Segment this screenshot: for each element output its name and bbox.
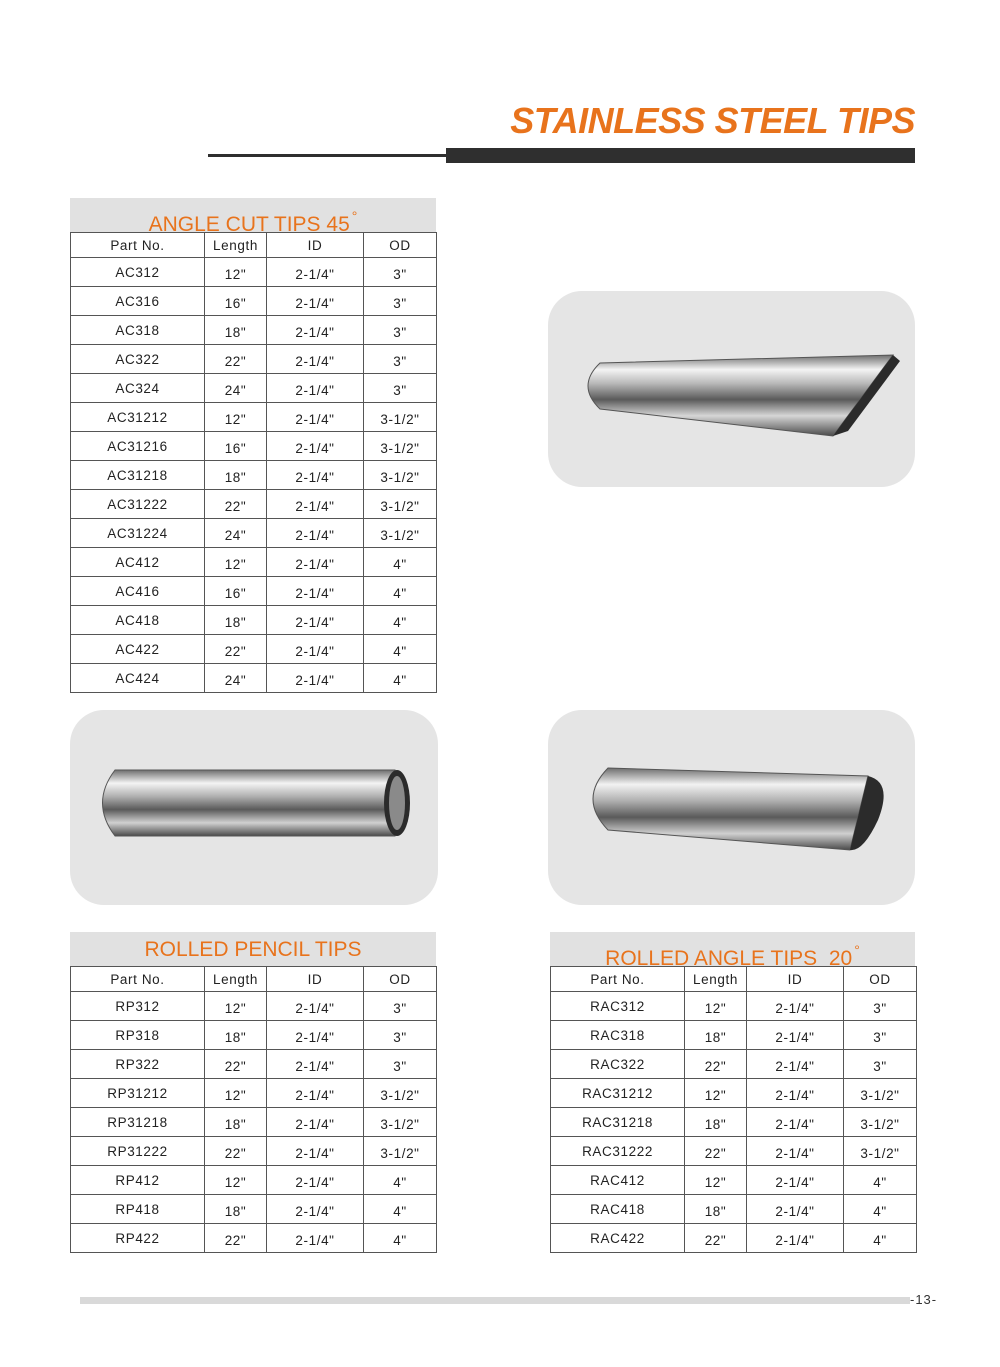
length-cell: 12" (685, 1079, 747, 1108)
part-number-cell: RAC322 (551, 1050, 685, 1079)
part-number-cell: AC31224 (71, 519, 205, 548)
column-header: ID (747, 967, 844, 992)
column-header: Part No. (551, 967, 685, 992)
table-row (551, 1224, 917, 1253)
table-row (71, 548, 437, 577)
part-number-cell: RP318 (71, 1021, 205, 1050)
id-cell: 2-1/4" (267, 345, 364, 374)
length-cell: 22" (205, 1224, 267, 1253)
part-number-cell: RP31212 (71, 1079, 205, 1108)
rolled-angle-section (550, 932, 915, 1253)
rolled-angle-header (550, 932, 915, 970)
rolled-pencil-table (70, 966, 437, 1253)
id-cell: 2-1/4" (747, 992, 844, 1021)
page-number: -13- (910, 1292, 938, 1307)
part-number-cell: AC412 (71, 548, 205, 577)
od-cell: 4" (364, 1224, 437, 1253)
part-number-cell: RP412 (71, 1166, 205, 1195)
id-cell: 2-1/4" (267, 403, 364, 432)
angle-cut-header (70, 198, 436, 236)
od-cell: 3-1/2" (364, 403, 437, 432)
table-row (71, 258, 437, 287)
od-cell: 3" (364, 1021, 437, 1050)
rolled-angle-title: ROLLED ANGLE TIPS 20 (605, 947, 853, 970)
id-cell: 2-1/4" (267, 548, 364, 577)
id-cell: 2-1/4" (267, 316, 364, 345)
table-row (71, 403, 437, 432)
part-number-cell: AC31216 (71, 432, 205, 461)
table-row (551, 1195, 917, 1224)
length-cell: 12" (205, 1079, 267, 1108)
part-number-cell: RAC312 (551, 992, 685, 1021)
part-number-cell: AC324 (71, 374, 205, 403)
length-cell: 18" (685, 1021, 747, 1050)
length-cell: 24" (205, 374, 267, 403)
footer-bar (80, 1297, 910, 1304)
table-header-row (71, 233, 437, 258)
angle-cut-table (70, 232, 437, 693)
table-row (71, 1050, 437, 1079)
id-cell: 2-1/4" (747, 1195, 844, 1224)
table-header-row (551, 967, 917, 992)
table-row (71, 664, 437, 693)
id-cell: 2-1/4" (267, 519, 364, 548)
length-cell: 16" (205, 577, 267, 606)
column-header: Part No. (71, 967, 205, 992)
od-cell: 4" (364, 1166, 437, 1195)
length-cell: 16" (205, 432, 267, 461)
od-cell: 3" (364, 992, 437, 1021)
rolled-pencil-tip-photo (70, 710, 438, 905)
od-cell: 3-1/2" (364, 490, 437, 519)
id-cell: 2-1/4" (747, 1137, 844, 1166)
length-cell: 22" (205, 490, 267, 519)
angle-cut-title: ANGLE CUT TIPS 45 (148, 213, 350, 236)
table-header-row (71, 967, 437, 992)
degree-sign: ° (854, 942, 860, 958)
od-cell: 3-1/2" (364, 519, 437, 548)
page-title: STAINLESS STEEL TIPS (510, 100, 915, 141)
table-row (551, 1137, 917, 1166)
od-cell: 3-1/2" (844, 1137, 917, 1166)
table-row (551, 1079, 917, 1108)
part-number-cell: RP418 (71, 1195, 205, 1224)
part-number-cell: AC424 (71, 664, 205, 693)
id-cell: 2-1/4" (267, 606, 364, 635)
part-number-cell: RAC31218 (551, 1108, 685, 1137)
rolled-pencil-header (70, 932, 436, 966)
column-header: Length (205, 233, 267, 258)
length-cell: 24" (205, 664, 267, 693)
length-cell: 22" (205, 345, 267, 374)
table-row (71, 432, 437, 461)
od-cell: 4" (844, 1166, 917, 1195)
table-row (71, 606, 437, 635)
length-cell: 16" (205, 287, 267, 316)
od-cell: 3" (364, 1050, 437, 1079)
table-row (71, 992, 437, 1021)
id-cell: 2-1/4" (267, 1166, 364, 1195)
part-number-cell: RAC412 (551, 1166, 685, 1195)
column-header: Length (205, 967, 267, 992)
title-underline-thin (208, 154, 448, 157)
table-row (551, 1166, 917, 1195)
id-cell: 2-1/4" (267, 1195, 364, 1224)
id-cell: 2-1/4" (267, 490, 364, 519)
id-cell: 2-1/4" (747, 1108, 844, 1137)
part-number-cell: AC31212 (71, 403, 205, 432)
length-cell: 22" (205, 1137, 267, 1166)
od-cell: 3" (844, 1021, 917, 1050)
length-cell: 12" (205, 258, 267, 287)
table-row (71, 1079, 437, 1108)
id-cell: 2-1/4" (267, 1079, 364, 1108)
column-header: OD (364, 967, 437, 992)
part-number-cell: RAC31222 (551, 1137, 685, 1166)
rolled-angle-tip-photo (548, 710, 915, 905)
od-cell: 4" (844, 1224, 917, 1253)
part-number-cell: AC416 (71, 577, 205, 606)
od-cell: 4" (364, 548, 437, 577)
length-cell: 18" (205, 316, 267, 345)
title-underline-bar (446, 148, 915, 163)
table-row (71, 316, 437, 345)
od-cell: 3-1/2" (844, 1108, 917, 1137)
table-row (71, 1224, 437, 1253)
part-number-cell: RP422 (71, 1224, 205, 1253)
length-cell: 22" (685, 1137, 747, 1166)
part-number-cell: RP322 (71, 1050, 205, 1079)
od-cell: 3" (364, 316, 437, 345)
od-cell: 3" (844, 1050, 917, 1079)
od-cell: 4" (844, 1195, 917, 1224)
id-cell: 2-1/4" (747, 1166, 844, 1195)
part-number-cell: RAC31212 (551, 1079, 685, 1108)
length-cell: 18" (685, 1108, 747, 1137)
id-cell: 2-1/4" (747, 1050, 844, 1079)
column-header: ID (267, 233, 364, 258)
length-cell: 12" (205, 1166, 267, 1195)
column-header: OD (844, 967, 917, 992)
table-row (551, 1050, 917, 1079)
id-cell: 2-1/4" (747, 1224, 844, 1253)
part-number-cell: AC316 (71, 287, 205, 316)
table-row (71, 461, 437, 490)
table-row (71, 374, 437, 403)
od-cell: 3-1/2" (364, 1137, 437, 1166)
length-cell: 22" (685, 1224, 747, 1253)
id-cell: 2-1/4" (267, 258, 364, 287)
id-cell: 2-1/4" (267, 635, 364, 664)
degree-sign: ° (351, 208, 358, 224)
length-cell: 22" (205, 1050, 267, 1079)
column-header: Part No. (71, 233, 205, 258)
od-cell: 3" (844, 992, 917, 1021)
column-header: OD (364, 233, 437, 258)
id-cell: 2-1/4" (747, 1021, 844, 1050)
part-number-cell: RAC422 (551, 1224, 685, 1253)
id-cell: 2-1/4" (267, 374, 364, 403)
table-row (71, 519, 437, 548)
id-cell: 2-1/4" (267, 1050, 364, 1079)
id-cell: 2-1/4" (267, 432, 364, 461)
id-cell: 2-1/4" (267, 1108, 364, 1137)
length-cell: 18" (205, 1108, 267, 1137)
length-cell: 18" (205, 1195, 267, 1224)
length-cell: 12" (205, 403, 267, 432)
rolled-pencil-title: ROLLED PENCIL TIPS (144, 938, 362, 961)
id-cell: 2-1/4" (267, 664, 364, 693)
id-cell: 2-1/4" (267, 1137, 364, 1166)
length-cell: 12" (685, 1166, 747, 1195)
angle-cut-section (70, 198, 436, 693)
od-cell: 3-1/2" (364, 432, 437, 461)
id-cell: 2-1/4" (267, 287, 364, 316)
id-cell: 2-1/4" (267, 1021, 364, 1050)
table-row (551, 1021, 917, 1050)
part-number-cell: AC418 (71, 606, 205, 635)
table-row (71, 635, 437, 664)
id-cell: 2-1/4" (267, 577, 364, 606)
rolled-angle-table (550, 966, 917, 1253)
od-cell: 3-1/2" (364, 1108, 437, 1137)
part-number-cell: AC31218 (71, 461, 205, 490)
part-number-cell: AC312 (71, 258, 205, 287)
length-cell: 22" (685, 1050, 747, 1079)
id-cell: 2-1/4" (267, 461, 364, 490)
table-row (71, 1137, 437, 1166)
length-cell: 24" (205, 519, 267, 548)
length-cell: 12" (205, 548, 267, 577)
table-row (71, 345, 437, 374)
length-cell: 12" (205, 992, 267, 1021)
part-number-cell: RP312 (71, 992, 205, 1021)
table-row (71, 577, 437, 606)
id-cell: 2-1/4" (267, 992, 364, 1021)
length-cell: 18" (205, 606, 267, 635)
rolled-pencil-section (70, 932, 436, 1253)
table-row (551, 1108, 917, 1137)
part-number-cell: RAC318 (551, 1021, 685, 1050)
part-number-cell: AC31222 (71, 490, 205, 519)
od-cell: 3-1/2" (364, 1079, 437, 1108)
table-row (71, 1021, 437, 1050)
od-cell: 4" (364, 606, 437, 635)
length-cell: 18" (205, 1021, 267, 1050)
part-number-cell: RAC418 (551, 1195, 685, 1224)
length-cell: 18" (685, 1195, 747, 1224)
od-cell: 3" (364, 287, 437, 316)
table-row (71, 1108, 437, 1137)
table-row (71, 287, 437, 316)
od-cell: 4" (364, 664, 437, 693)
length-cell: 18" (205, 461, 267, 490)
part-number-cell: RP31218 (71, 1108, 205, 1137)
id-cell: 2-1/4" (267, 1224, 364, 1253)
part-number-cell: AC422 (71, 635, 205, 664)
od-cell: 4" (364, 635, 437, 664)
table-row (551, 992, 917, 1021)
od-cell: 3-1/2" (364, 461, 437, 490)
table-row (71, 1166, 437, 1195)
od-cell: 4" (364, 1195, 437, 1224)
angle-cut-tip-photo (548, 291, 915, 487)
od-cell: 4" (364, 577, 437, 606)
id-cell: 2-1/4" (747, 1079, 844, 1108)
part-number-cell: AC322 (71, 345, 205, 374)
part-number-cell: RP31222 (71, 1137, 205, 1166)
table-row (71, 490, 437, 519)
length-cell: 22" (205, 635, 267, 664)
length-cell: 12" (685, 992, 747, 1021)
od-cell: 3-1/2" (844, 1079, 917, 1108)
od-cell: 3" (364, 258, 437, 287)
od-cell: 3" (364, 345, 437, 374)
column-header: ID (267, 967, 364, 992)
table-row (71, 1195, 437, 1224)
column-header: Length (685, 967, 747, 992)
part-number-cell: AC318 (71, 316, 205, 345)
od-cell: 3" (364, 374, 437, 403)
